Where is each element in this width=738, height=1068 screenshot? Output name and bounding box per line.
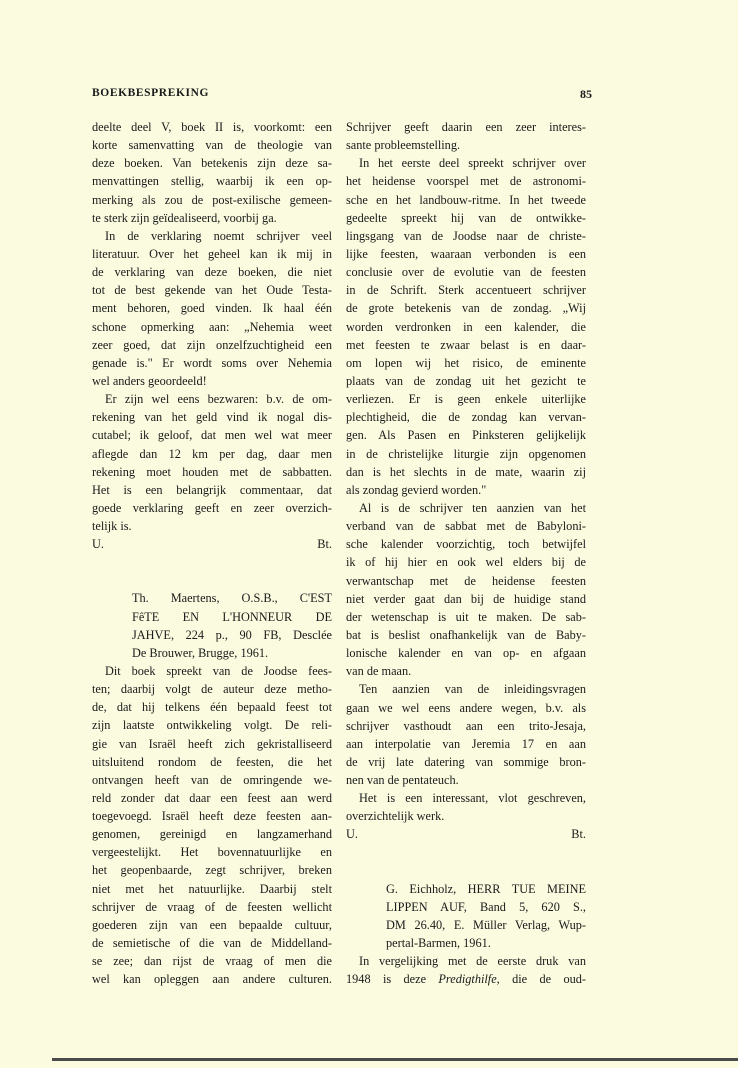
text-line: genomen, gereinigd en langzamerhand: [92, 827, 332, 842]
text-line: [346, 970, 586, 988]
text-line: schone opmerking aan: „Nehemia weet: [92, 319, 332, 334]
text-line: gie van Israël heeft zich gekristalliseerd: [92, 736, 332, 751]
text-line: plechtigheid, die de zondag kan vervan-: [346, 410, 586, 425]
reference-line: FêTE EN L'HONNEUR DE: [132, 609, 332, 624]
page-number: 85: [580, 87, 592, 101]
text-line: het heidense voorspel met de astronomi-: [346, 174, 586, 189]
text-line: merking als zou de post-exilische gemeen-: [92, 192, 332, 207]
reference-line: G. Eichholz, HERR TUE MEINE: [386, 881, 586, 896]
text-line: uitsluitend rondom de feesten, die het: [92, 754, 332, 769]
text-line: dan is het slechts in de mate, waarin zij: [346, 464, 586, 479]
text-line: de grote betekenis van de zondag. „Wij: [346, 301, 586, 316]
text-line: niet met het natuurlijke. Daarbij stelt: [92, 881, 332, 896]
text-line: In vergelijking met de eerste druk van: [359, 954, 586, 969]
text-line: om lopen wij het risico, de eminente: [346, 355, 586, 370]
paragraph: [92, 227, 332, 390]
text-line: conclusie over de evolutie van de feesten: [346, 265, 586, 280]
text-line: In de verklaring noemt schrijver veel: [105, 228, 332, 243]
reference-line: Th. Maertens, O.S.B., C'EST: [132, 591, 332, 606]
text-line: Er zijn wel eens bezwaren: b.v. de om-: [105, 392, 332, 407]
reference-line: De Brouwer, Brugge, 1961.: [132, 645, 269, 660]
text-line: lijke feesten, waaraan verbonden is een: [346, 246, 586, 261]
text-line: korte samenvatting van de theologie van: [92, 138, 332, 153]
text-line: genade is." Er wordt soms over Nehemia: [92, 355, 332, 370]
text-line: In het eerste deel spreekt schrijver over: [359, 156, 586, 171]
paragraph: [92, 390, 332, 535]
text-line: reld zonder dat daar een feest aan werd: [92, 790, 332, 805]
text-line: ontvangen heeft van de omringende we-: [92, 772, 332, 787]
text-line: vergeestelijkt. Het bovennatuurlijke en: [92, 845, 332, 860]
text-line: Ten aanzien van de inleidingsvragen: [359, 682, 586, 697]
spacer: [346, 844, 586, 880]
paragraph: [92, 662, 332, 989]
text-line: sante probleemstelling.: [346, 138, 461, 153]
text-line: verwantschap met de heidense feesten: [346, 573, 586, 588]
text-line: sche kalender voorzichtig, toch betwijfel: [346, 537, 586, 552]
text-line: overzichtelijk werk.: [346, 809, 445, 824]
text-line: de vrij late datering van sommige bron-: [346, 754, 586, 769]
text-line: zijn laatste ontwikkeling volgt. De reli-: [92, 718, 332, 733]
text-line: deelte deel V, boek II is, voorkomt: een: [92, 120, 332, 134]
paragraph: [346, 952, 586, 988]
text-line: gaan we wel eens andere wegen, b.v. als: [346, 700, 586, 715]
text-line: gedeelte spreekt hij van de ontwikke-: [346, 210, 586, 225]
text-line: Al is de schrijver ten aanzien van het: [359, 500, 586, 515]
text-line: in de christelijke liturgie zijn opgenomen: [346, 446, 586, 461]
paragraph: [92, 118, 332, 227]
text-line: cutabel; ik geloof, dat men wel wat meer: [92, 428, 332, 443]
text-line: de, dat hij telkens één bepaald feest tot: [92, 700, 332, 715]
text-line: de verklaring van deze boeken, die niet: [92, 265, 332, 280]
text-line: der wetenschap is uit te maken. De sab-: [346, 609, 586, 624]
text-line: goede verklaring geeft en zeer overzich-: [92, 500, 332, 515]
text-line: nen van de pentateuch.: [346, 773, 459, 788]
scan-edge-line: [52, 1058, 738, 1061]
right-column: [346, 118, 586, 988]
paragraph: [346, 680, 586, 789]
text-line: lonische kalender en van op- en afgaan: [346, 646, 586, 661]
text-line: menvattingen stellig, waarbij ik een op-: [92, 174, 332, 189]
text-fragment: 1948 is deze: [346, 972, 439, 987]
reference-line: pertal-Barmen, 1961.: [386, 936, 491, 951]
reference-line: JAHVE, 224 p., 90 FB, Desclée: [132, 627, 332, 642]
text-line: aan interpolatie van Jeremia 17 en aan: [346, 736, 586, 751]
text-line: de semietische of die van de Middelland-: [92, 936, 332, 951]
text-line: deze boeken. Van betekenis zijn deze sa-: [92, 156, 332, 171]
text-line: literatuur. Over het geheel kan ik mij in: [92, 246, 332, 261]
text-line: Het is een belangrijk commentaar, dat: [92, 482, 332, 497]
text-line: rekening van het geld vind ik nogal dis-: [92, 410, 332, 425]
text-line: zeer goed, dat zijn onzelfzuchtigheid een: [92, 337, 332, 352]
signature-initial: U.: [92, 537, 104, 552]
text-line: Dit boek spreekt van de Joodse fees-: [105, 663, 332, 678]
text-line: toegevoegd. Israël heeft deze feesten aan-: [92, 809, 332, 824]
text-line: telijk is.: [92, 519, 132, 534]
text-line: met feesten te zwaar belast is en daar-: [346, 337, 586, 352]
text-line: plaats van de zondag uit het gezicht te: [346, 373, 586, 388]
signature-author: Bt.: [571, 827, 586, 842]
text-line: aflegde dan 12 km per dag, daar men: [92, 446, 332, 461]
text-line: verliezen. Er is geen enkele uiterlijke: [346, 392, 586, 407]
text-line: verband van de sabbat met de Babyloni-: [346, 519, 586, 534]
text-line: Het is een interessant, vlot geschreven,: [359, 791, 586, 806]
text-line: Schrijver geeft daarin een zeer interes-: [346, 120, 586, 134]
book-reference: [92, 589, 332, 662]
text-line: niet verder gaat dan bij de huidige stand: [346, 591, 586, 606]
text-line: wel anders geoordeeld!: [92, 373, 207, 388]
left-column: [92, 118, 332, 988]
text-line: goederen zijn van een bepaalde cultuur,: [92, 917, 332, 932]
text-line: worden verdronken in een kalender, die: [346, 319, 586, 334]
review-signature: [346, 825, 586, 843]
reference-line: DM 26.40, E. Müller Verlag, Wup-: [386, 917, 586, 932]
text-line: lingsgang van de Joodse naar de christe-: [346, 228, 586, 243]
paragraph: [346, 499, 586, 680]
signature-initial: U.: [346, 827, 358, 842]
text-line: het geopenbaarde, zegt schrijver, breken: [92, 863, 332, 878]
reference-line: LIPPEN AUF, Band 5, 620 S.,: [386, 899, 586, 914]
text-line: als zondag gevierd worden.": [346, 482, 487, 497]
review-signature: [92, 535, 332, 553]
text-line: schrijver vasthoudt aan een trito-Jesaja,: [346, 718, 586, 733]
spacer: [92, 553, 332, 589]
text-line: wel kan opleggen aan andere culturen.: [92, 972, 332, 987]
running-head: BOEKBESPREKING: [92, 87, 210, 99]
paragraph: [346, 118, 586, 154]
text-line: bat is beslist onafhankelijk van de Baby-: [346, 627, 586, 642]
book-title-italic: Predigthilfe,: [438, 972, 500, 987]
text-line: in de Schrift. Sterk accentueert schrijver: [346, 283, 586, 298]
text-line: gen. Als Pasen en Pinksteren gelijkelijk: [346, 428, 586, 443]
text-line: schrijver de vraag of de feesten wellicht: [92, 899, 332, 914]
paragraph: [346, 154, 586, 499]
text-line: ment behoren, goed vinden. Ik haal één: [92, 301, 332, 316]
text-line: ik of hij hier en ook wel elders bij de: [346, 555, 586, 570]
book-reference: [346, 880, 586, 953]
paragraph: [346, 789, 586, 825]
text-line: te sterk zijn geïdealiseerd, voorbij ga.: [92, 210, 277, 225]
text-fragment: die de oud-: [499, 972, 586, 987]
text-line: van de maan.: [346, 664, 412, 679]
text-line: sche en het landbouw-ritme. In het tweede: [346, 192, 586, 207]
text-line: se zee; dan rijst de vraag of men die: [92, 954, 332, 969]
text-line: rekening moet houden met de sabbatten.: [92, 464, 332, 479]
text-line: tot de best gekende van het Oude Testa-: [92, 283, 332, 298]
text-line: ten; daarbij volgt de auteur deze metho-: [92, 682, 332, 697]
signature-author: Bt.: [317, 537, 332, 552]
